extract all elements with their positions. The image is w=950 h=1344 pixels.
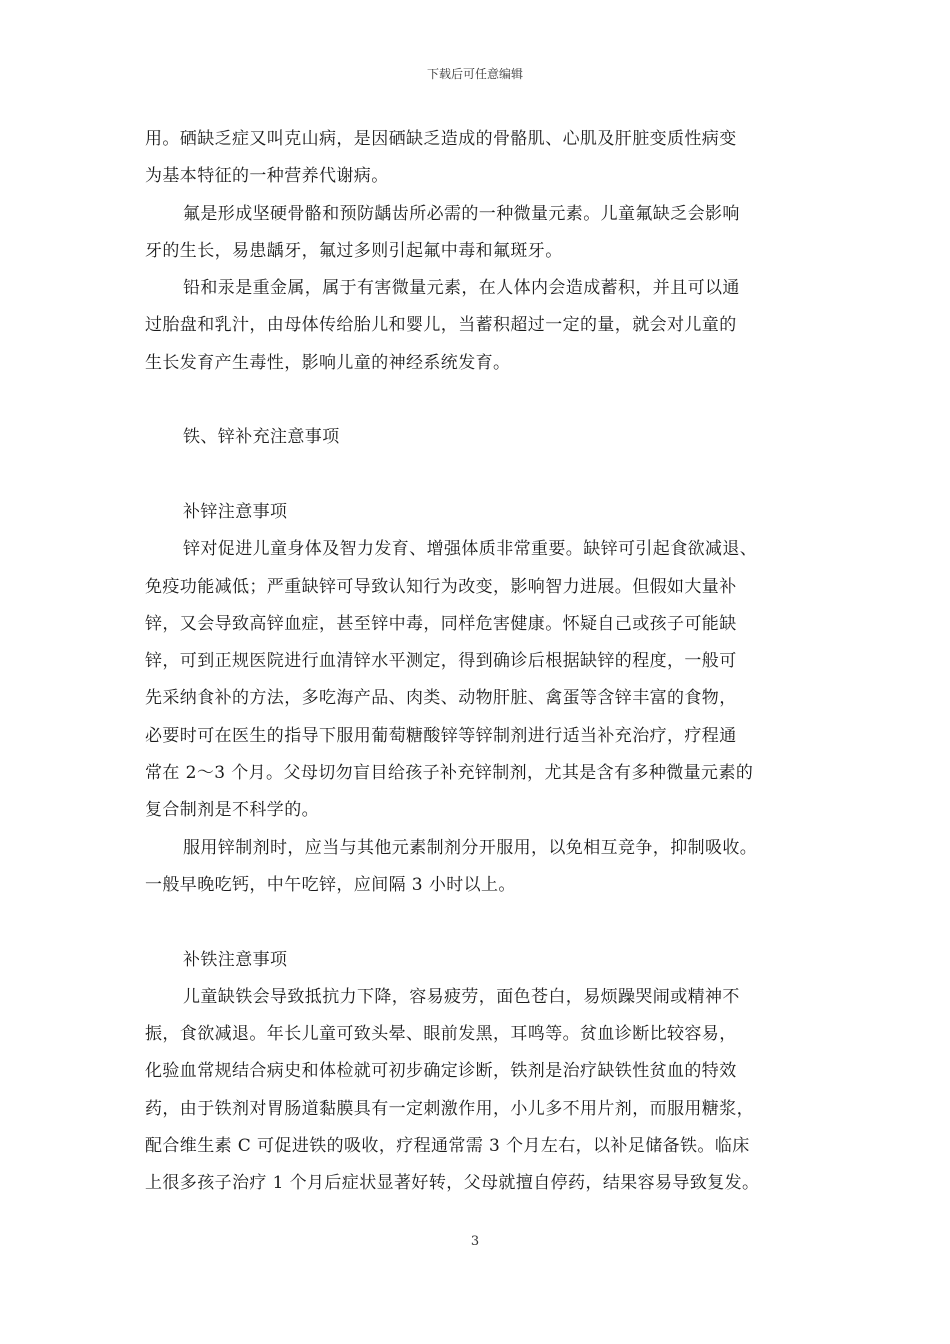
section-heading-text: 铁、锌补充注意事项 xyxy=(183,427,340,448)
text-line: 用。硒缺乏症又叫克山病，是因硒缺乏造成的骨骼肌、心肌及肝脏变质性病变 xyxy=(145,129,737,149)
text-line: 锌对促进儿童身体及智力发育、增强体质非常重要。缺锌可引起食欲减退、 xyxy=(183,539,758,560)
text-line: 儿童缺铁会导致抵抗力下降，容易疲劳，面色苍白，易烦躁哭闹或精神不 xyxy=(183,986,740,1007)
zinc-heading-text: 补锌注意事项 xyxy=(183,501,288,522)
paragraph-zinc-importance xyxy=(145,531,810,829)
text-line: 化验血常规结合病史和体检就可初步确定诊断，铁剂是治疗缺铁性贫血的特效 xyxy=(145,1061,737,1082)
text-line: 一般早晚吃钙，中午吃锌，应间隔 3 小时以上。 xyxy=(145,874,516,895)
paragraph-lead-mercury xyxy=(145,270,810,382)
spacer xyxy=(145,382,810,419)
text-line: 药，由于铁剂对胃肠道黏膜具有一定刺激作用，小儿多不用片剂，而服用糖浆， xyxy=(145,1098,754,1119)
page-header: 下载后可任意编辑 xyxy=(426,67,523,81)
paragraph-zinc-dosage xyxy=(145,830,810,905)
text-line: 必要时可在医生的指导下服用葡萄糖酸锌等锌制剂进行适当补充治疗，疗程通 xyxy=(145,725,737,746)
text-line: 铅和汞是重金属，属于有害微量元素，在人体内会造成蓄积，并且可以通 xyxy=(183,278,740,299)
section-heading xyxy=(145,419,810,456)
paragraph-fluorine xyxy=(145,196,810,271)
text-line: 复合制剂是不科学的。 xyxy=(145,800,319,821)
iron-heading xyxy=(145,942,810,979)
paragraph-iron-deficiency xyxy=(145,979,810,1203)
iron-heading-text: 补铁注意事项 xyxy=(183,949,288,970)
text-line: 过胎盘和乳汁，由母体传给胎儿和婴儿，当蓄积超过一定的量，就会对儿童的 xyxy=(145,315,737,336)
text-line: 为基本特征的一种营养代谢病。 xyxy=(145,166,389,187)
page-number: 3 xyxy=(470,1234,480,1249)
text-line: 服用锌制剂时，应当与其他元素制剂分开服用，以免相互竞争，抑制吸收。 xyxy=(183,837,758,858)
text-line: 氟是形成坚硬骨骼和预防龋齿所必需的一种微量元素。儿童氟缺乏会影响 xyxy=(183,203,740,224)
text-line: 先采纳食补的方法，多吃海产品、肉类、动物肝脏、禽蛋等含锌丰富的食物， xyxy=(145,688,737,709)
text-line: 锌，可到正规医院进行血清锌水平测定，得到确诊后根据缺锌的程度，一般可 xyxy=(145,651,737,672)
spacer xyxy=(145,904,810,941)
text-line: 上很多孩子治疗 1 个月后症状显著好转，父母就擅自停药，结果容易导致复发。 xyxy=(145,1173,760,1194)
text-line: 生长发育产生毒性，影响儿童的神经系统发育。 xyxy=(145,352,511,373)
zinc-heading xyxy=(145,494,810,531)
spacer xyxy=(145,457,810,494)
text-line: 常在 2～3 个月。父母切勿盲目给孩子补充锌制剂，尤其是含有多种微量元素的 xyxy=(145,763,754,784)
text-line: 牙的生长，易患龋牙，氟过多则引起氟中毒和氟斑牙。 xyxy=(145,240,563,261)
paragraph-selenium xyxy=(145,121,810,196)
text-line: 配合维生素 C 可促进铁的吸收，疗程通常需 3 个月左右，以补足储备铁。临床 xyxy=(145,1136,750,1157)
text-line: 锌，又会导致高锌血症，甚至锌中毒，同样危害健康。怀疑自己或孩子可能缺 xyxy=(145,613,737,634)
text-line: 振，食欲减退。年长儿童可致头晕、眼前发黑，耳鸣等。贫血诊断比较容易， xyxy=(145,1024,737,1045)
text-line: 免疫功能减低；严重缺锌可导致认知行为改变，影响智力进展。但假如大量补 xyxy=(145,576,737,597)
document-body xyxy=(145,121,810,1203)
